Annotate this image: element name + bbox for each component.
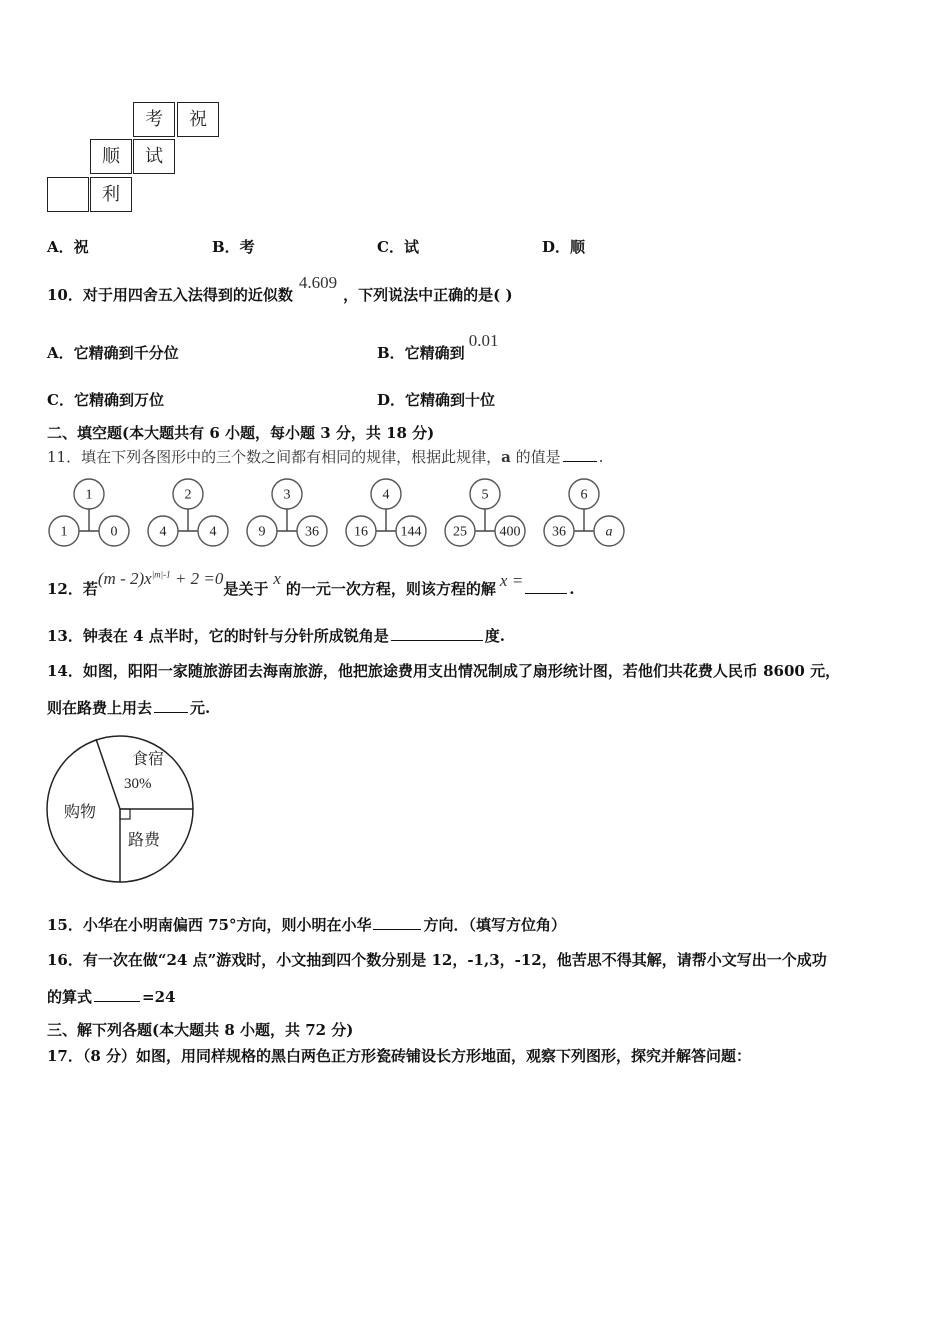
q12-prefix: 12．若: [47, 580, 98, 598]
q16-answer-blank[interactable]: [94, 1000, 140, 1002]
q11-answer-blank[interactable]: [563, 460, 597, 462]
q12-mid: 是关于: [223, 580, 269, 598]
q14-line2-end: 元.: [190, 699, 211, 717]
triangle-label-right: 144: [400, 524, 422, 540]
q11-mid: 的值是: [510, 448, 561, 466]
q10-option-a: A．它精确到千分位: [47, 344, 179, 362]
triangle-label-right: a: [605, 524, 613, 540]
q13-question: [47, 625, 505, 646]
cube-cell-blank: [47, 177, 89, 212]
q10-suffix: ，下列说法中正确的是( ): [343, 286, 513, 304]
q12-exponent: |m|-1: [151, 569, 171, 580]
triangle-label-top: 1: [85, 487, 93, 503]
q10-option-d: D．它精确到十位: [377, 391, 496, 409]
triangle-figure: [445, 479, 525, 546]
q12-sol: x =: [499, 571, 524, 590]
q11-var: a: [501, 448, 511, 466]
pie-label-road: 路费: [128, 830, 161, 849]
triangle-label-top: 5: [481, 487, 489, 503]
triangle-label-left: 1: [60, 524, 68, 540]
q15-answer-blank[interactable]: [373, 928, 421, 930]
q13-prefix: 13．钟表在 4 点半时，它的时针与分针所成锐角是: [47, 627, 389, 645]
q12-end: .: [569, 580, 575, 598]
q17-question: 17．（8 分）如图，用同样规格的黑白两色正方形瓷砖铺设长方形地面，观察下列图形，探究并解答问题：: [47, 1047, 752, 1065]
cube-cell-shun: 顺: [90, 139, 132, 174]
triangle-figure: [544, 479, 624, 546]
cube-cell-shi: 试: [133, 139, 175, 174]
triangle-label-left: 4: [159, 524, 167, 540]
triangle-label-right: 0: [110, 524, 118, 540]
q12-question: [47, 569, 575, 599]
q11-question: [47, 446, 603, 467]
q15-prefix: 15．小华在小明南偏西 75°方向，则小明在小华: [47, 916, 372, 934]
q11-triangles-figure: [45, 478, 630, 548]
triangle-label-left: 16: [354, 524, 368, 540]
q11-end: .: [598, 448, 604, 466]
triangle-label-right: 36: [305, 524, 319, 540]
triangle-figure: [148, 479, 228, 546]
section-3-title: 三、解下列各题(本大题共 8 小题，共 72 分): [47, 1021, 354, 1039]
q9-option-b: B．考: [212, 238, 255, 256]
triangle-label-top: 3: [283, 487, 291, 503]
triangle-label-top: 2: [184, 487, 192, 503]
cube-cell-kao: 考: [133, 102, 175, 137]
q10-option-b-text: B．它精确到: [377, 344, 465, 362]
pie-divider-food-shop: [96, 739, 120, 809]
q13-end: 度.: [484, 627, 505, 645]
q16-line2-end: =24: [142, 988, 176, 1006]
q12-equation-tail: + 2 =0: [170, 569, 224, 588]
q12-equation-base: (m - 2)x: [97, 569, 152, 588]
q10-option-b: [377, 331, 499, 363]
q11-prefix: 11．填在下列各图形中的三个数之间都有相同的规律，根据此规律，: [47, 448, 502, 466]
q16-line2-prefix: 的算式: [47, 988, 93, 1006]
q14-line1: 14．如图，阳阳一家随旅游团去海南旅游，他把旅途费用支出情况制成了扇形统计图，若他们共花费人民币 8600 元，: [47, 662, 841, 680]
q14-pie-chart: [44, 734, 198, 886]
section-2-title: 二、填空题(本大题共有 6 小题，每小题 3 分，共 18 分): [47, 424, 435, 442]
pie-right-angle-mark: [120, 809, 130, 819]
q16-line1: 16．有一次在做“24 点”游戏时，小文抽到四个数分别是 12，-1,3，-12，他苦思不得其解，请帮小文写出一个成功: [47, 951, 827, 969]
triangle-figure: [247, 479, 327, 546]
q15-question: [47, 914, 566, 935]
triangle-label-left: 36: [552, 524, 566, 540]
cube-cell-li: 利: [90, 177, 132, 212]
pie-label-food: 食宿: [132, 749, 165, 768]
q12-equation: [98, 569, 223, 588]
triangle-label-top: 6: [580, 487, 588, 503]
q10-option-c: C．它精确到万位: [47, 391, 164, 409]
triangle-label-left: 25: [453, 524, 467, 540]
q10-option-b-value: 0.01: [468, 331, 499, 350]
q14-line2: [47, 697, 210, 718]
q14-line2-prefix: 则在路费上用去: [47, 699, 153, 717]
pie-label-shop: 购物: [64, 802, 97, 821]
triangle-label-top: 4: [382, 487, 390, 503]
q12-mid2: 的一元一次方程，则该方程的解: [285, 580, 496, 598]
q9-option-a: A．祝: [47, 238, 89, 256]
triangle-figure: [49, 479, 129, 546]
triangle-label-left: 9: [258, 524, 266, 540]
triangle-label-right: 400: [499, 524, 521, 540]
q16-line2: [47, 986, 175, 1007]
q15-end: 方向．（填写方位角）: [423, 916, 566, 934]
q9-option-d: D．顺: [542, 238, 586, 256]
cube-cell-zhu: 祝: [177, 102, 219, 137]
q12-var: x: [273, 569, 281, 588]
q10-prefix: 10．对于用四舍五入法得到的近似数: [47, 286, 293, 304]
pie-label-food-pct: 30%: [124, 776, 152, 792]
triangle-label-right: 4: [209, 524, 217, 540]
q12-answer-blank[interactable]: [525, 592, 567, 594]
q10-number: 4.609: [298, 273, 338, 292]
q13-answer-blank[interactable]: [391, 639, 483, 641]
q9-option-c: C．试: [377, 238, 419, 256]
triangle-figure: [346, 479, 426, 546]
q14-answer-blank[interactable]: [154, 711, 188, 713]
q10-question: [47, 273, 513, 305]
